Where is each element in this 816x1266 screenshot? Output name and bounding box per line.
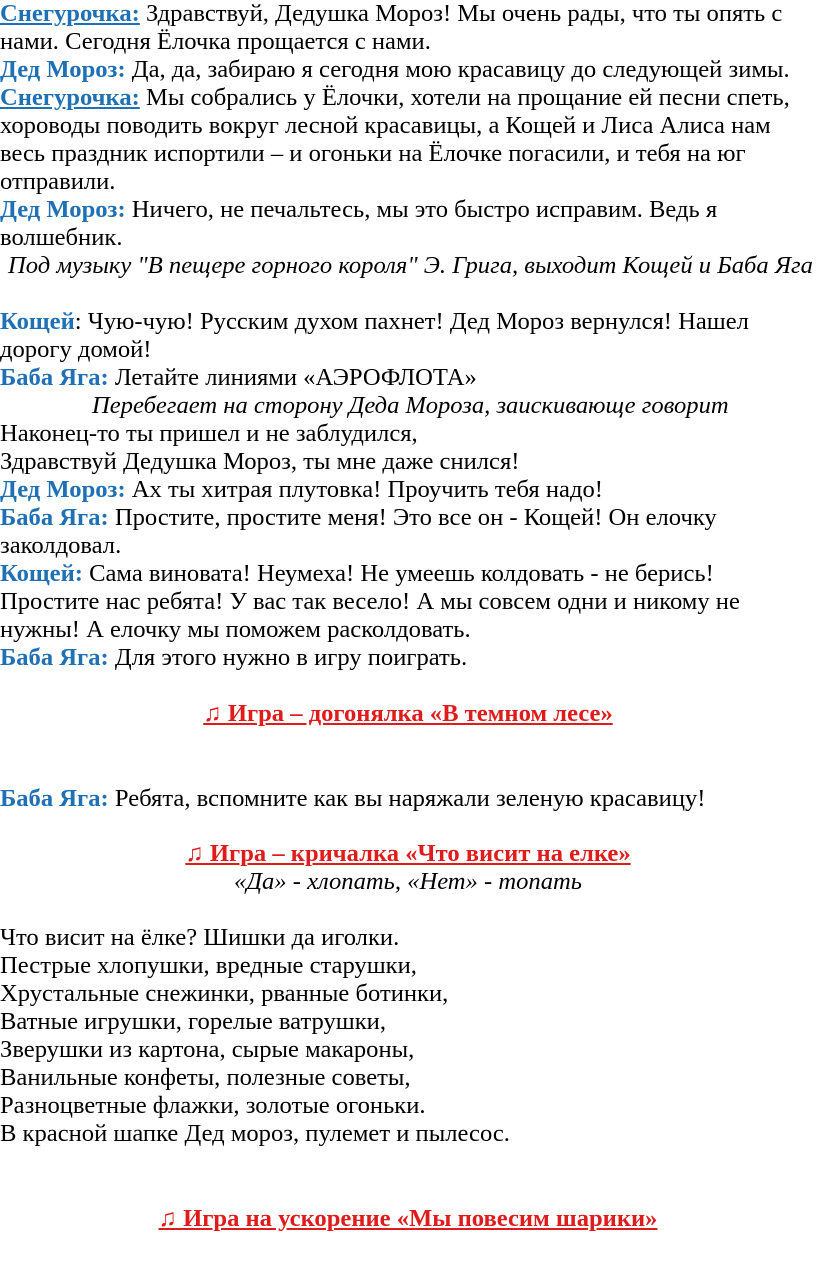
verse-line: Наконец-то ты пришел и не заблудился, bbox=[0, 420, 418, 447]
spacer bbox=[0, 280, 816, 308]
speaker-baba-yaga: Баба Яга: bbox=[0, 644, 109, 671]
game-heading: ♫ Игра – кричалка «Что висит на елке» bbox=[185, 840, 631, 867]
spacer bbox=[0, 1148, 816, 1205]
dialogue-text: Для этого нужно в игру поиграть. bbox=[108, 644, 468, 671]
speaker-colon: : bbox=[74, 308, 82, 335]
dialogue-line bbox=[0, 504, 816, 560]
game-heading: ♫ Игра на ускорение «Мы повесим шарики» bbox=[158, 1205, 658, 1232]
dialogue-text: Сама виновата! Неумеха! Не умеешь колдовать - не берись! Простите нас ребята! У вас так весело! А мы совсем одни и никому не нужны! А елочку мы поможем расколдовать. bbox=[0, 560, 740, 643]
dialogue-line bbox=[0, 644, 816, 672]
dialogue-line bbox=[0, 0, 816, 56]
poem-line: Ванильные конфеты, полезные советы, bbox=[0, 1064, 411, 1091]
dialogue-line bbox=[0, 476, 816, 504]
speaker-baba-yaga: Баба Яга: bbox=[0, 504, 109, 531]
dialogue-line bbox=[0, 785, 816, 813]
dialogue-text: Да, да, забираю я сегодня мою красавицу до следующей зимы. bbox=[125, 56, 790, 83]
speaker-ded-moroz: Дед Мороз: bbox=[0, 196, 126, 223]
stage-direction: Под музыку "В пещере горного короля" Э. Грига, выходит Кощей и Баба Яга bbox=[8, 252, 813, 279]
dialogue-line bbox=[0, 560, 816, 644]
speaker-ded-moroz: Дед Мороз: bbox=[0, 56, 126, 83]
poem-line: Ватные игрушки, горелые ватрушки, bbox=[0, 1008, 386, 1035]
speaker-baba-yaga: Баба Яга: bbox=[0, 364, 109, 391]
spacer bbox=[0, 813, 816, 840]
dialogue-line bbox=[0, 308, 816, 364]
speaker-baba-yaga: Баба Яга: bbox=[0, 785, 109, 812]
speaker-koschei: Кощей: bbox=[0, 560, 83, 587]
speaker-koschei: Кощей bbox=[0, 308, 75, 335]
poem-line: Разноцветные флажки, золотые огоньки. bbox=[0, 1092, 426, 1119]
dialogue-line bbox=[0, 196, 816, 252]
spacer bbox=[0, 896, 816, 924]
speaker-snegurochka: Снегурочка: bbox=[0, 0, 140, 27]
dialogue-text: Чую-чую! Русским духом пахнет! Дед Мороз вернулся! Нашел дорогу домой! bbox=[0, 308, 749, 363]
spacer bbox=[0, 728, 816, 785]
dialogue-text: Ах ты хитрая плутовка! Проучить тебя надо! bbox=[125, 476, 603, 503]
poem-line: Пестрые хлопушки, вредные старушки, bbox=[0, 952, 417, 979]
verse-line: Здравствуй Дедушка Мороз, ты мне даже снился! bbox=[0, 448, 520, 475]
speaker-snegurochka: Снегурочка: bbox=[0, 84, 140, 111]
dialogue-line bbox=[0, 56, 816, 84]
game-heading: ♫ Игра – догонялка «В темном лесе» bbox=[203, 700, 613, 727]
dialogue-text: Ничего, не печальтесь, мы это быстро исправим. Ведь я волшебник. bbox=[0, 196, 718, 251]
dialogue-text: Летайте линиями «АЭРОФЛОТА» bbox=[108, 364, 477, 391]
dialogue-text: Здравствуй, Дедушка Мороз! Мы очень рады, что ты опять с нами. Сегодня Ёлочка прощается с нами. bbox=[0, 0, 783, 55]
poem-line: Что висит на ёлке? Шишки да иголки. bbox=[0, 924, 400, 951]
dialogue-text: Простите, простите меня! Это все он - Кощей! Он елочку заколдовал. bbox=[0, 504, 717, 559]
game-rule: «Да» - хлопать, «Нет» - топать bbox=[234, 868, 582, 895]
dialogue-line bbox=[0, 364, 816, 392]
spacer bbox=[0, 672, 816, 700]
dialogue-text: Мы собрались у Ёлочки, хотели на прощание ей песни спеть, хороводы поводить вокруг лесной красавицы, а Кощей и Лиса Алиса нам весь праздник испортили – и огоньки на Ёлочке погасили, и тебя на юг отправили. bbox=[0, 84, 790, 195]
speaker-ded-moroz: Дед Мороз: bbox=[0, 476, 126, 503]
poem-line: Хрустальные снежинки, рванные ботинки, bbox=[0, 980, 449, 1007]
poem-line: Зверушки из картона, сырые макароны, bbox=[0, 1036, 415, 1063]
poem-line: В красной шапке Дед мороз, пулемет и пылесос. bbox=[0, 1120, 510, 1147]
dialogue-text: Ребята, вспомните как вы наряжали зеленую красавицу! bbox=[108, 785, 706, 812]
stage-direction: Перебегает на сторону Деда Мороза, заискивающе говорит bbox=[92, 392, 729, 419]
dialogue-line bbox=[0, 84, 816, 196]
